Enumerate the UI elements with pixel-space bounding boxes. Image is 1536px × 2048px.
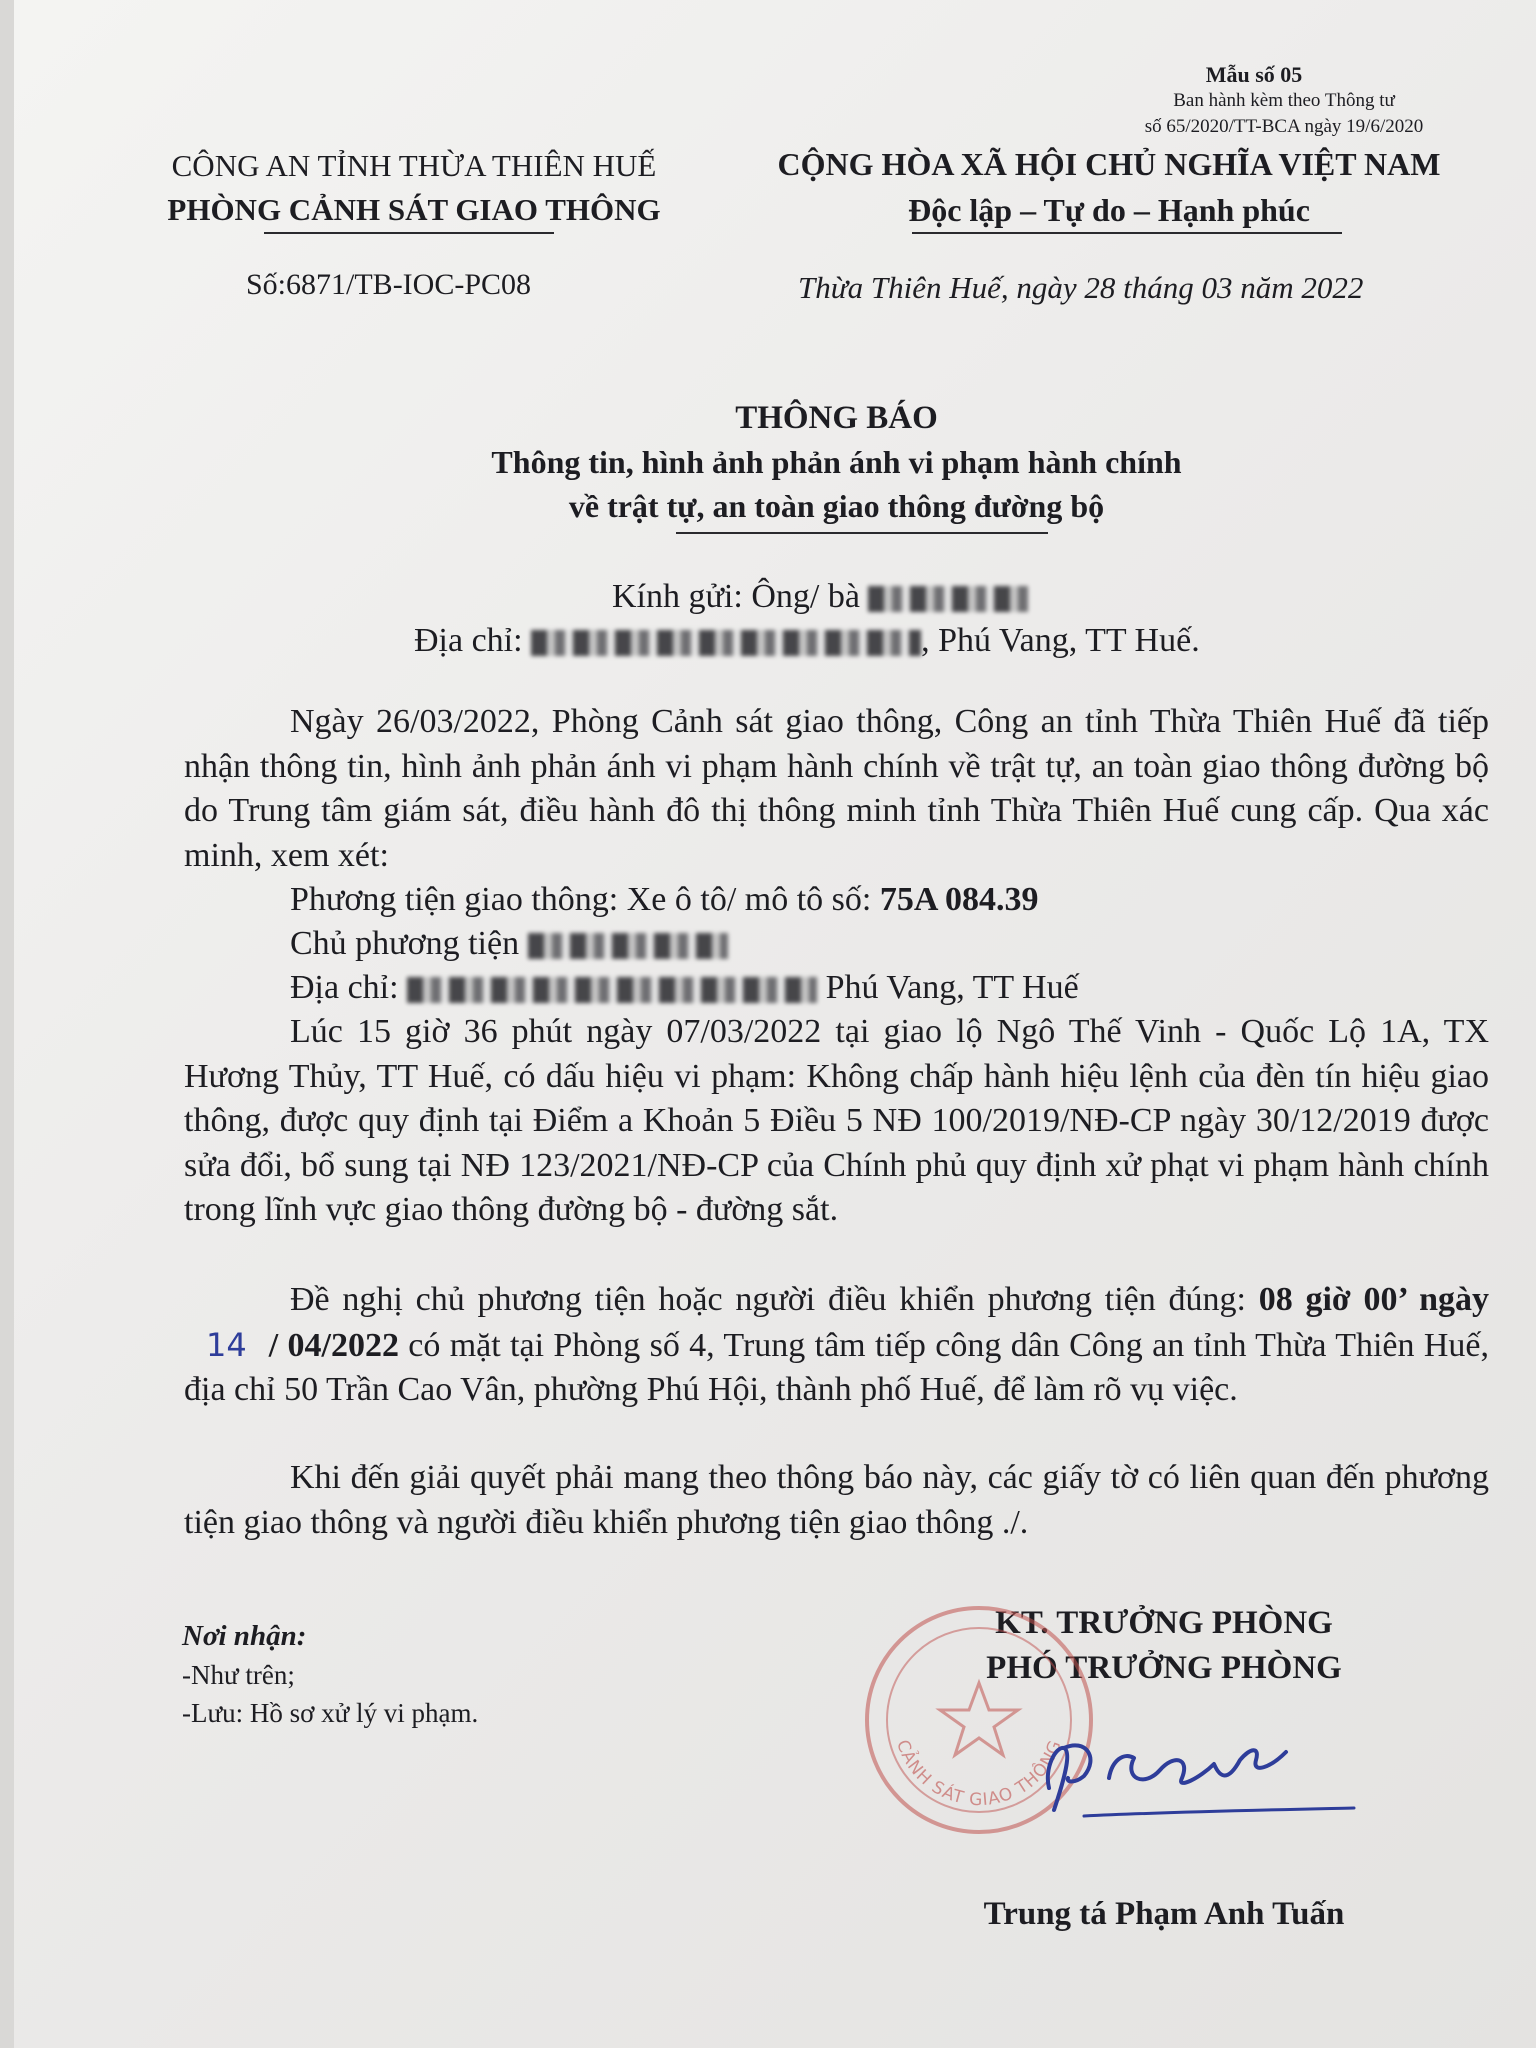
handwritten-signature	[1024, 1718, 1384, 1838]
nation-motto: Độc lập – Tự do – Hạnh phúc	[908, 192, 1310, 228]
recipient-line	[612, 578, 1028, 616]
recipients-line-2: -Lưu: Hồ sơ xử lý vi phạm.	[182, 1698, 479, 1728]
address-label: Địa chỉ:	[414, 622, 523, 659]
nation-name: CỘNG HÒA XÃ HỘI CHỦ NGHĨA VIỆT NAM	[777, 146, 1441, 182]
redacted-recipient-address	[531, 630, 921, 656]
agency-underline	[264, 232, 554, 234]
vehicle-line	[290, 878, 1039, 923]
owner-line	[290, 922, 728, 967]
doc-subtitle-2: về trật tự, an toàn giao thông đường bộ	[568, 488, 1105, 524]
place-date: Thừa Thiên Huế, ngày 28 tháng 03 năm 2022	[798, 270, 1364, 305]
motto-underline	[912, 232, 1342, 234]
handwritten-day: 14	[206, 1325, 247, 1364]
owner-address-label: Địa chỉ:	[290, 969, 399, 1006]
redacted-owner-address	[407, 977, 817, 1003]
form-issued-line2: số 65/2020/TT-BCA ngày 19/6/2020	[1144, 116, 1424, 137]
doc-number: Số:6871/TB-IOC-PC08	[246, 268, 532, 301]
recipients-title: Nơi nhận:	[182, 1620, 307, 1652]
doc-subtitle-1: Thông tin, hình ảnh phản ánh vi phạm hành chính	[491, 444, 1182, 480]
violation-paragraph: Lúc 15 giờ 36 phút ngày 07/03/2022 tại giao lộ Ngô Thế Vinh - Quốc Lộ 1A, TX Hương Thủy, TT Huế, có dấu hiệu vi phạm: Không chấp hành hiệu lệnh của đèn tín hiệu giao thông, được quy định tại Điểm a Khoản 5 Điều 5 NĐ 100/2019/NĐ-CP ngày 30/12/2019 được sửa đổi, bổ sung tại NĐ 123/2021/NĐ-CP của Chính phủ quy định xử phạt vi phạm hành chính trong lĩnh vực giao thông đường bộ - đường sắt.	[184, 1013, 1489, 1228]
request-month: / 04/2022	[268, 1326, 399, 1364]
address-tail: , Phú Vang, TT Huế.	[921, 622, 1200, 659]
request-time: 08 giờ 00’ ngày	[1258, 1281, 1489, 1318]
owner-address-line	[290, 966, 1079, 1011]
redacted-recipient-name	[868, 586, 1028, 612]
vehicle-plate: 75A 084.39	[879, 881, 1039, 918]
request-paragraph	[184, 1278, 1489, 1413]
title-underline	[676, 532, 1048, 534]
recipient-address	[414, 622, 1200, 660]
owner-address-tail: Phú Vang, TT Huế	[825, 969, 1079, 1006]
closing-paragraph: Khi đến giải quyết phải mang theo thông báo này, các giấy tờ có liên quan đến phương tiện giao thông và người điều khiển phương tiện giao thông ./.	[184, 1459, 1489, 1541]
agency-name: PHÒNG CẢNH SÁT GIAO THÔNG	[167, 192, 661, 227]
request-post: có mặt tại Phòng số 4, Trung tâm tiếp công dân Công an tỉnh Thừa Thiên Huế, địa chỉ 50 Trần Cao Vân, phường Phú Hội, thành phố Huế, để làm rõ vụ việc.	[184, 1326, 1489, 1408]
request-pre: Đề nghị chủ phương tiện hoặc người điều khiển phương tiện đúng:	[290, 1281, 1259, 1318]
document-page	[14, 0, 1536, 2048]
stamp-text: CẢNH SÁT GIAO THÔNG	[892, 1737, 1067, 1811]
signature-title-1: KT. TRƯỞNG PHÒNG	[995, 1605, 1333, 1641]
owner-label: Chủ phương tiện	[290, 925, 520, 962]
recipients-line-1: -Như trên;	[182, 1660, 295, 1690]
signer-name: Trung tá Phạm Anh Tuấn	[983, 1896, 1345, 1932]
signature-title-2: PHÓ TRƯỞNG PHÒNG	[986, 1650, 1342, 1686]
doc-title: THÔNG BÁO	[735, 400, 938, 436]
form-number: Mẫu số 05	[1205, 62, 1303, 87]
redacted-owner-name	[528, 933, 728, 959]
agency-parent: CÔNG AN TỈNH THỪA THIÊN HUẾ	[171, 148, 657, 183]
vehicle-label: Phương tiện giao thông: Xe ô tô/ mô tô số:	[290, 881, 880, 918]
form-issued-line1: Ban hành kèm theo Thông tư	[1173, 90, 1395, 111]
greeting-label: Kính gửi: Ông/ bà	[612, 578, 860, 615]
intro-paragraph: Ngày 26/03/2022, Phòng Cảnh sát giao thông, Công an tỉnh Thừa Thiên Huế đã tiếp nhận thông tin, hình ảnh phản ánh vi phạm hành chính về trật tự, an toàn giao thông đường bộ do Trung tâm giám sát, điều hành đô thị thông minh tỉnh Thừa Thiên Huế cung cấp. Qua xác minh, xem xét:	[184, 703, 1489, 874]
